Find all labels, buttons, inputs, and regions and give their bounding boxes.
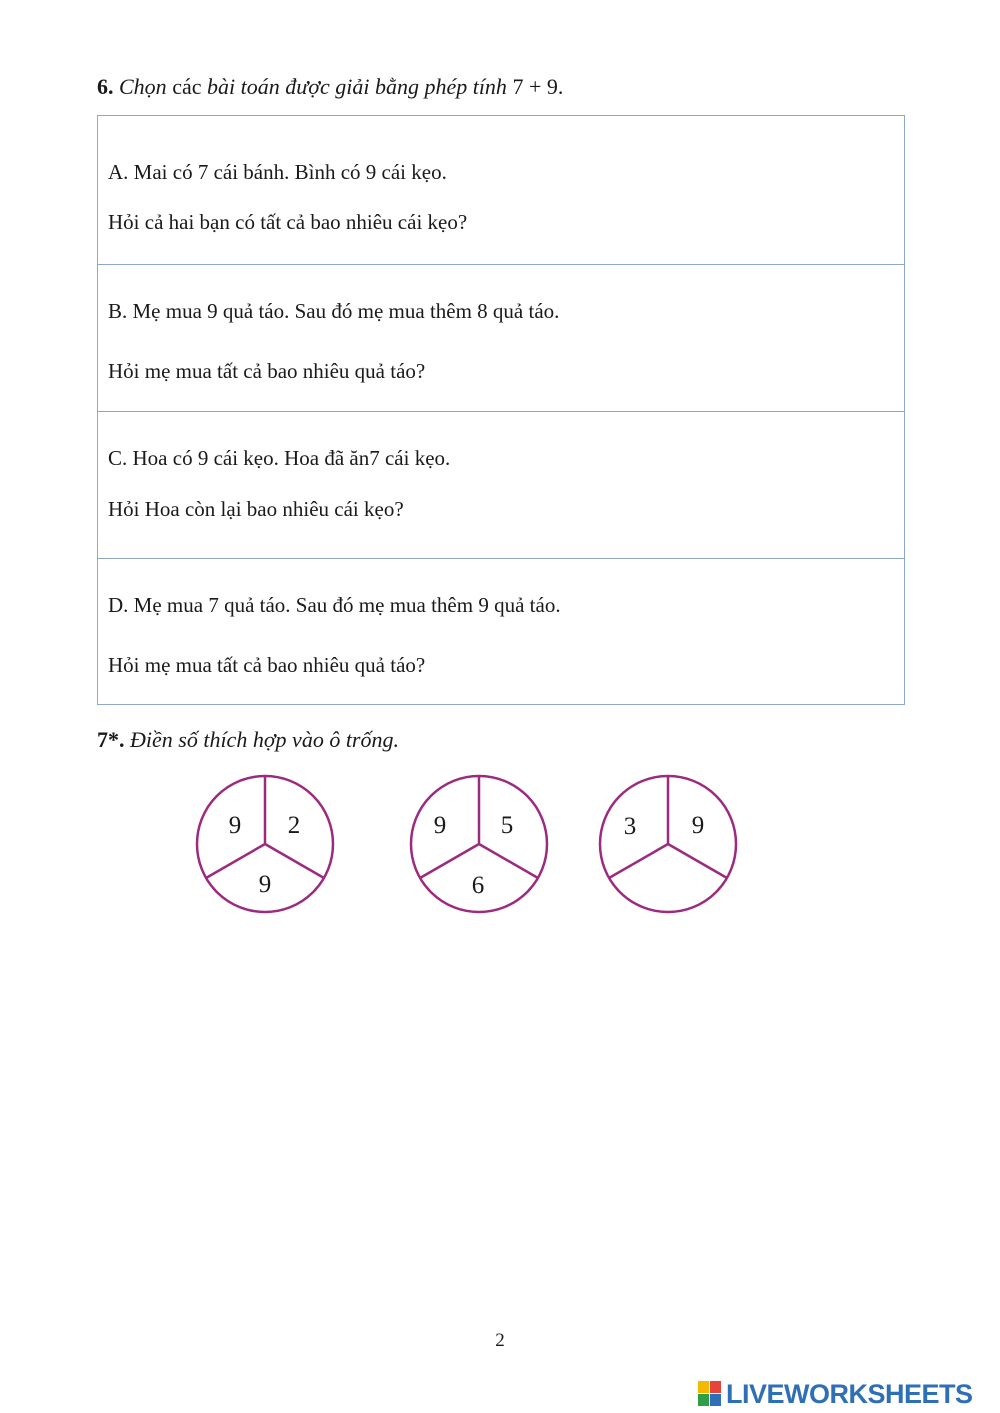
option-text: B. Mẹ mua 9 quả táo. Sau đó mẹ mua thêm 8 quả táo. (108, 299, 560, 323)
title-text: Điền số thích hợp vào ô trống. (130, 727, 399, 752)
page-number: 2 (495, 1330, 505, 1351)
liveworksheets-logo-icon (698, 1381, 722, 1407)
number-wheel-1 (193, 772, 337, 916)
question-number: 6. (97, 74, 114, 99)
number-wheel-2 (407, 772, 551, 916)
option-text: C. Hoa có 9 cái kẹo. Hoa đã ăn7 cái kẹo. (108, 446, 451, 470)
option-d[interactable] (98, 558, 904, 704)
question-6-title (97, 74, 563, 100)
option-question: Hỏi Hoa còn lại bao nhiêu cái kẹo? (108, 497, 404, 521)
brand-watermark (698, 1378, 973, 1410)
title-text: Chọn (119, 74, 167, 99)
options-table (97, 115, 905, 705)
wheel-right-value: 5 (500, 812, 514, 839)
wheel-left-value: 9 (228, 812, 242, 839)
wheel-bottom-blank[interactable] (636, 866, 700, 904)
option-a[interactable] (98, 116, 904, 264)
question-number: 7*. (97, 727, 125, 752)
title-expression: 7 + 9. (512, 74, 564, 99)
wheel-left-value: 9 (433, 812, 447, 839)
question-7-title (97, 727, 399, 753)
title-text: bài toán được giải bằng phép tính (206, 74, 507, 99)
wheel-left-value: 3 (623, 813, 637, 840)
option-question: Hỏi mẹ mua tất cả bao nhiêu quả táo? (108, 359, 426, 383)
wheel-right-value: 2 (287, 812, 301, 839)
wheel-right-value: 9 (691, 812, 705, 839)
brand-name: LIVEWORKSHEETS (726, 1378, 973, 1409)
option-text: A. Mai có 7 cái bánh. Bình có 9 cái kẹo. (108, 160, 447, 184)
wheel-bottom-value: 9 (258, 871, 272, 898)
option-text: D. Mẹ mua 7 quả táo. Sau đó mẹ mua thêm 9 quả táo. (108, 593, 561, 617)
option-question: Hỏi mẹ mua tất cả bao nhiêu quả táo? (108, 653, 426, 677)
option-question: Hỏi cả hai bạn có tất cả bao nhiêu cái kẹo? (108, 210, 468, 234)
number-wheel-3 (596, 772, 740, 916)
option-c[interactable] (98, 411, 904, 558)
option-b[interactable] (98, 264, 904, 411)
wheel-bottom-value: 6 (471, 872, 485, 899)
title-text: các (172, 74, 202, 99)
